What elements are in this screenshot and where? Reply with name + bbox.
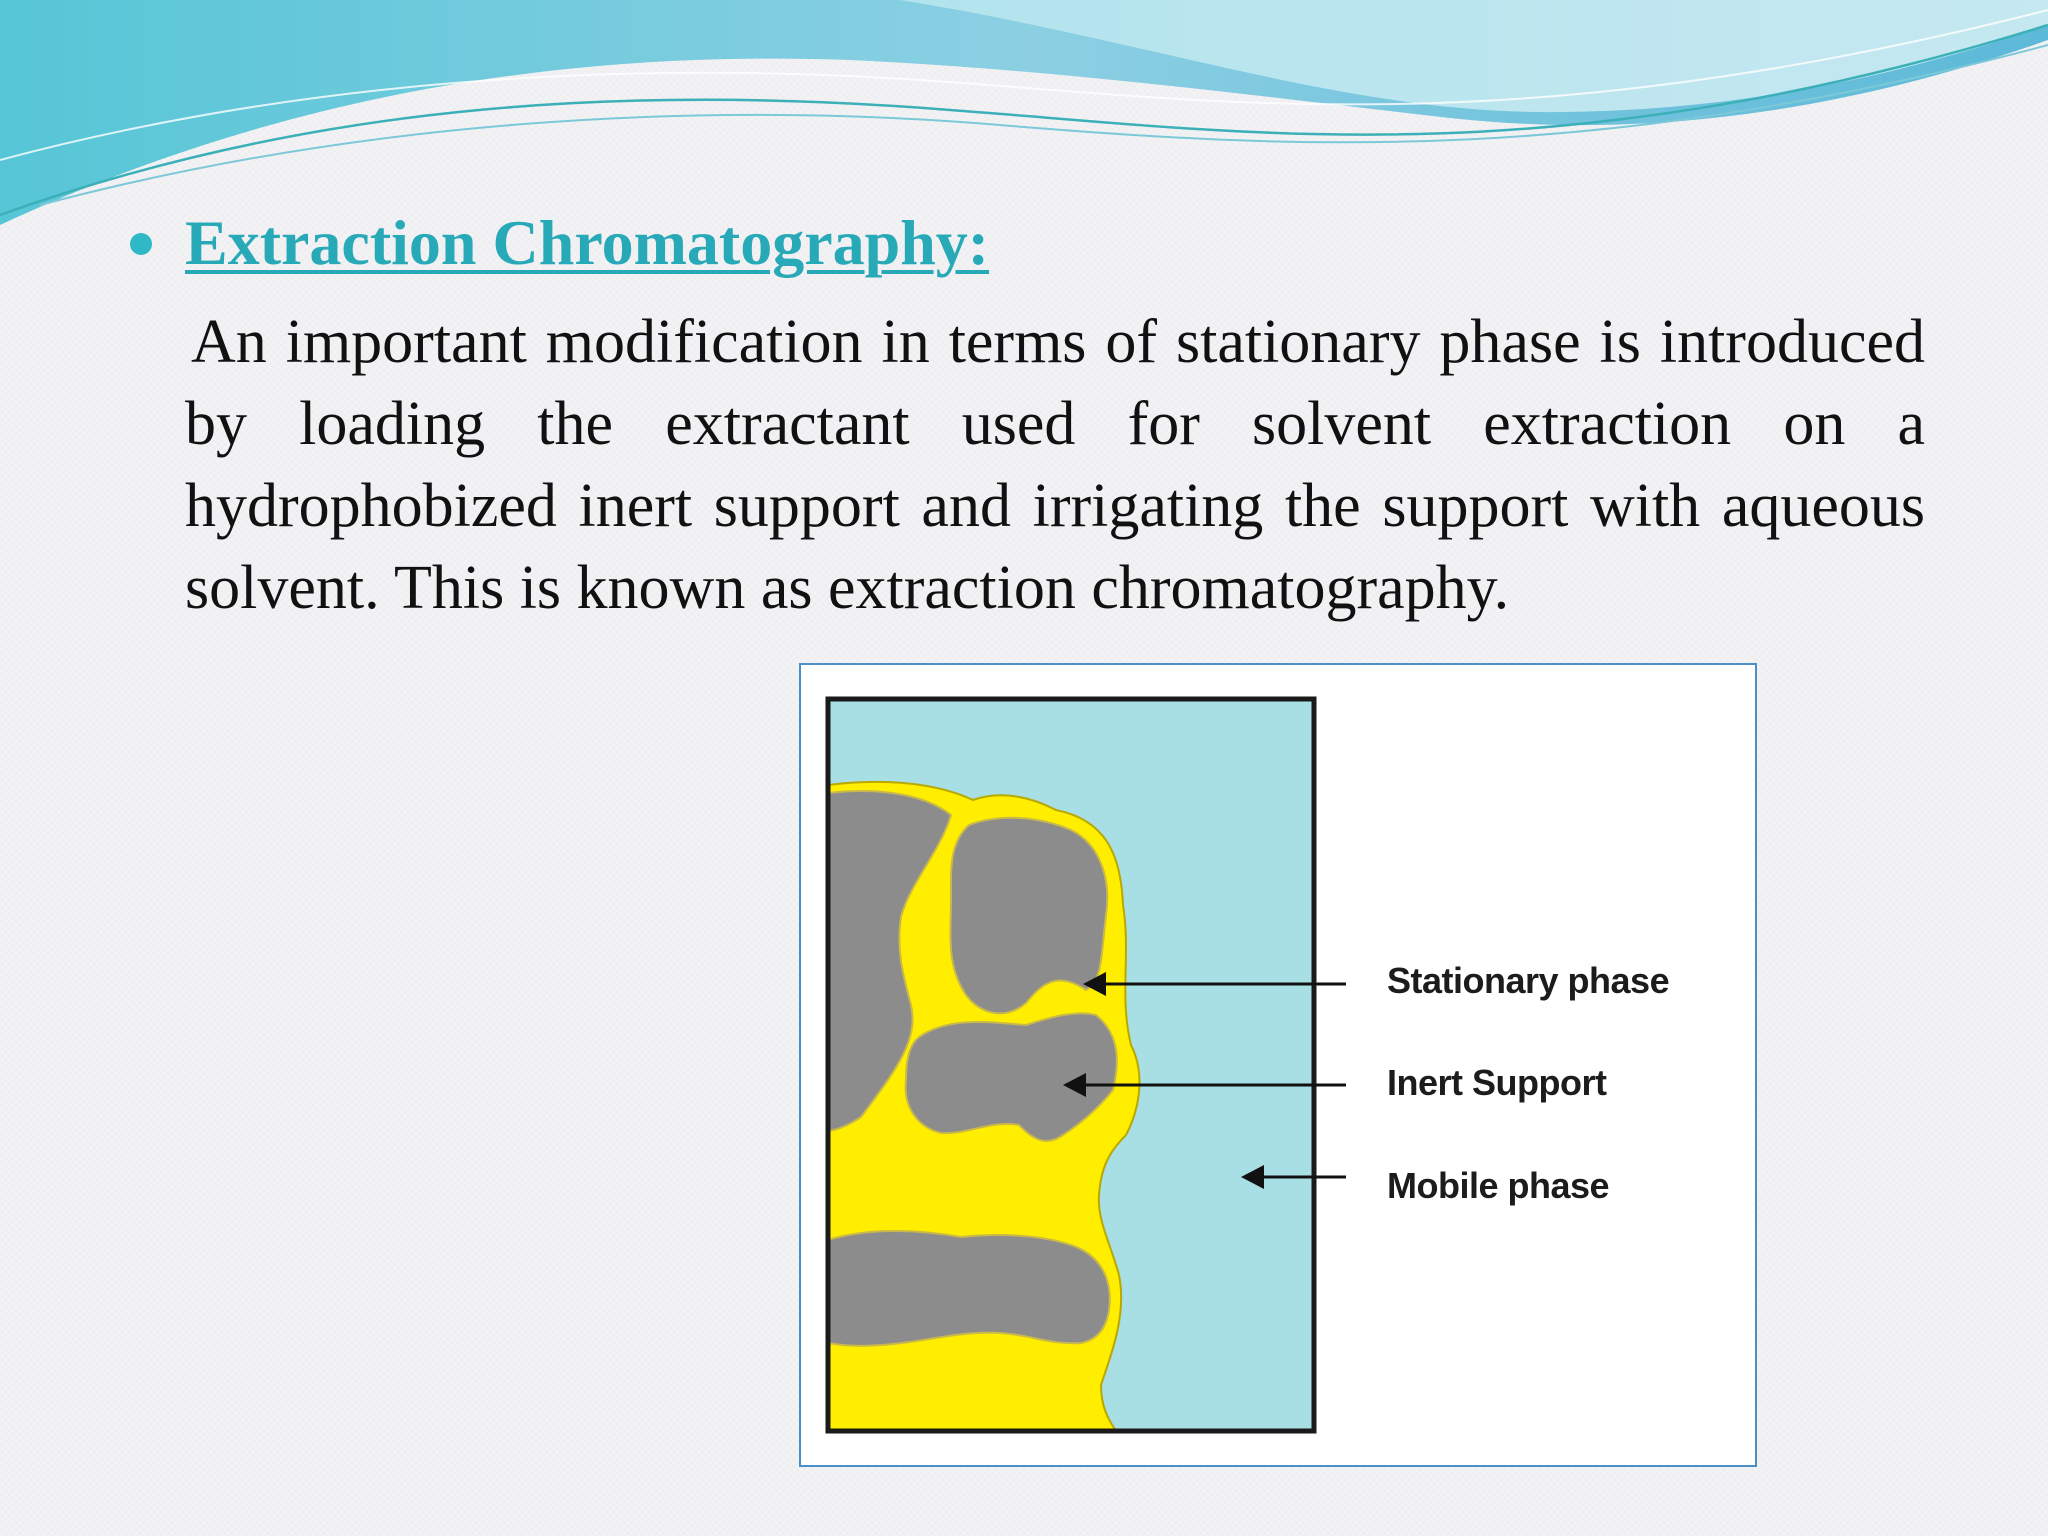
slide-body-text: An important modification in terms of stationary phase is introduced by loading the extractant used for solvent extraction on a hydrophobized inert support and irrigating the support with aqueous solvent. This is known as extraction chromatography. (185, 308, 1925, 622)
stationary-phase-label: Stationary phase (1387, 960, 1670, 1001)
bullet-icon (130, 233, 152, 255)
extraction-chromatography-figure (799, 663, 1757, 1467)
header-wave-decoration (0, 0, 2048, 240)
inert-support-label: Inert Support (1387, 1062, 1607, 1103)
inert-support-particle (828, 1231, 1110, 1346)
figure-diagram (801, 665, 1755, 1465)
mobile-phase-label: Mobile phase (1387, 1165, 1610, 1206)
slide-heading: Extraction Chromatography: (185, 207, 990, 278)
